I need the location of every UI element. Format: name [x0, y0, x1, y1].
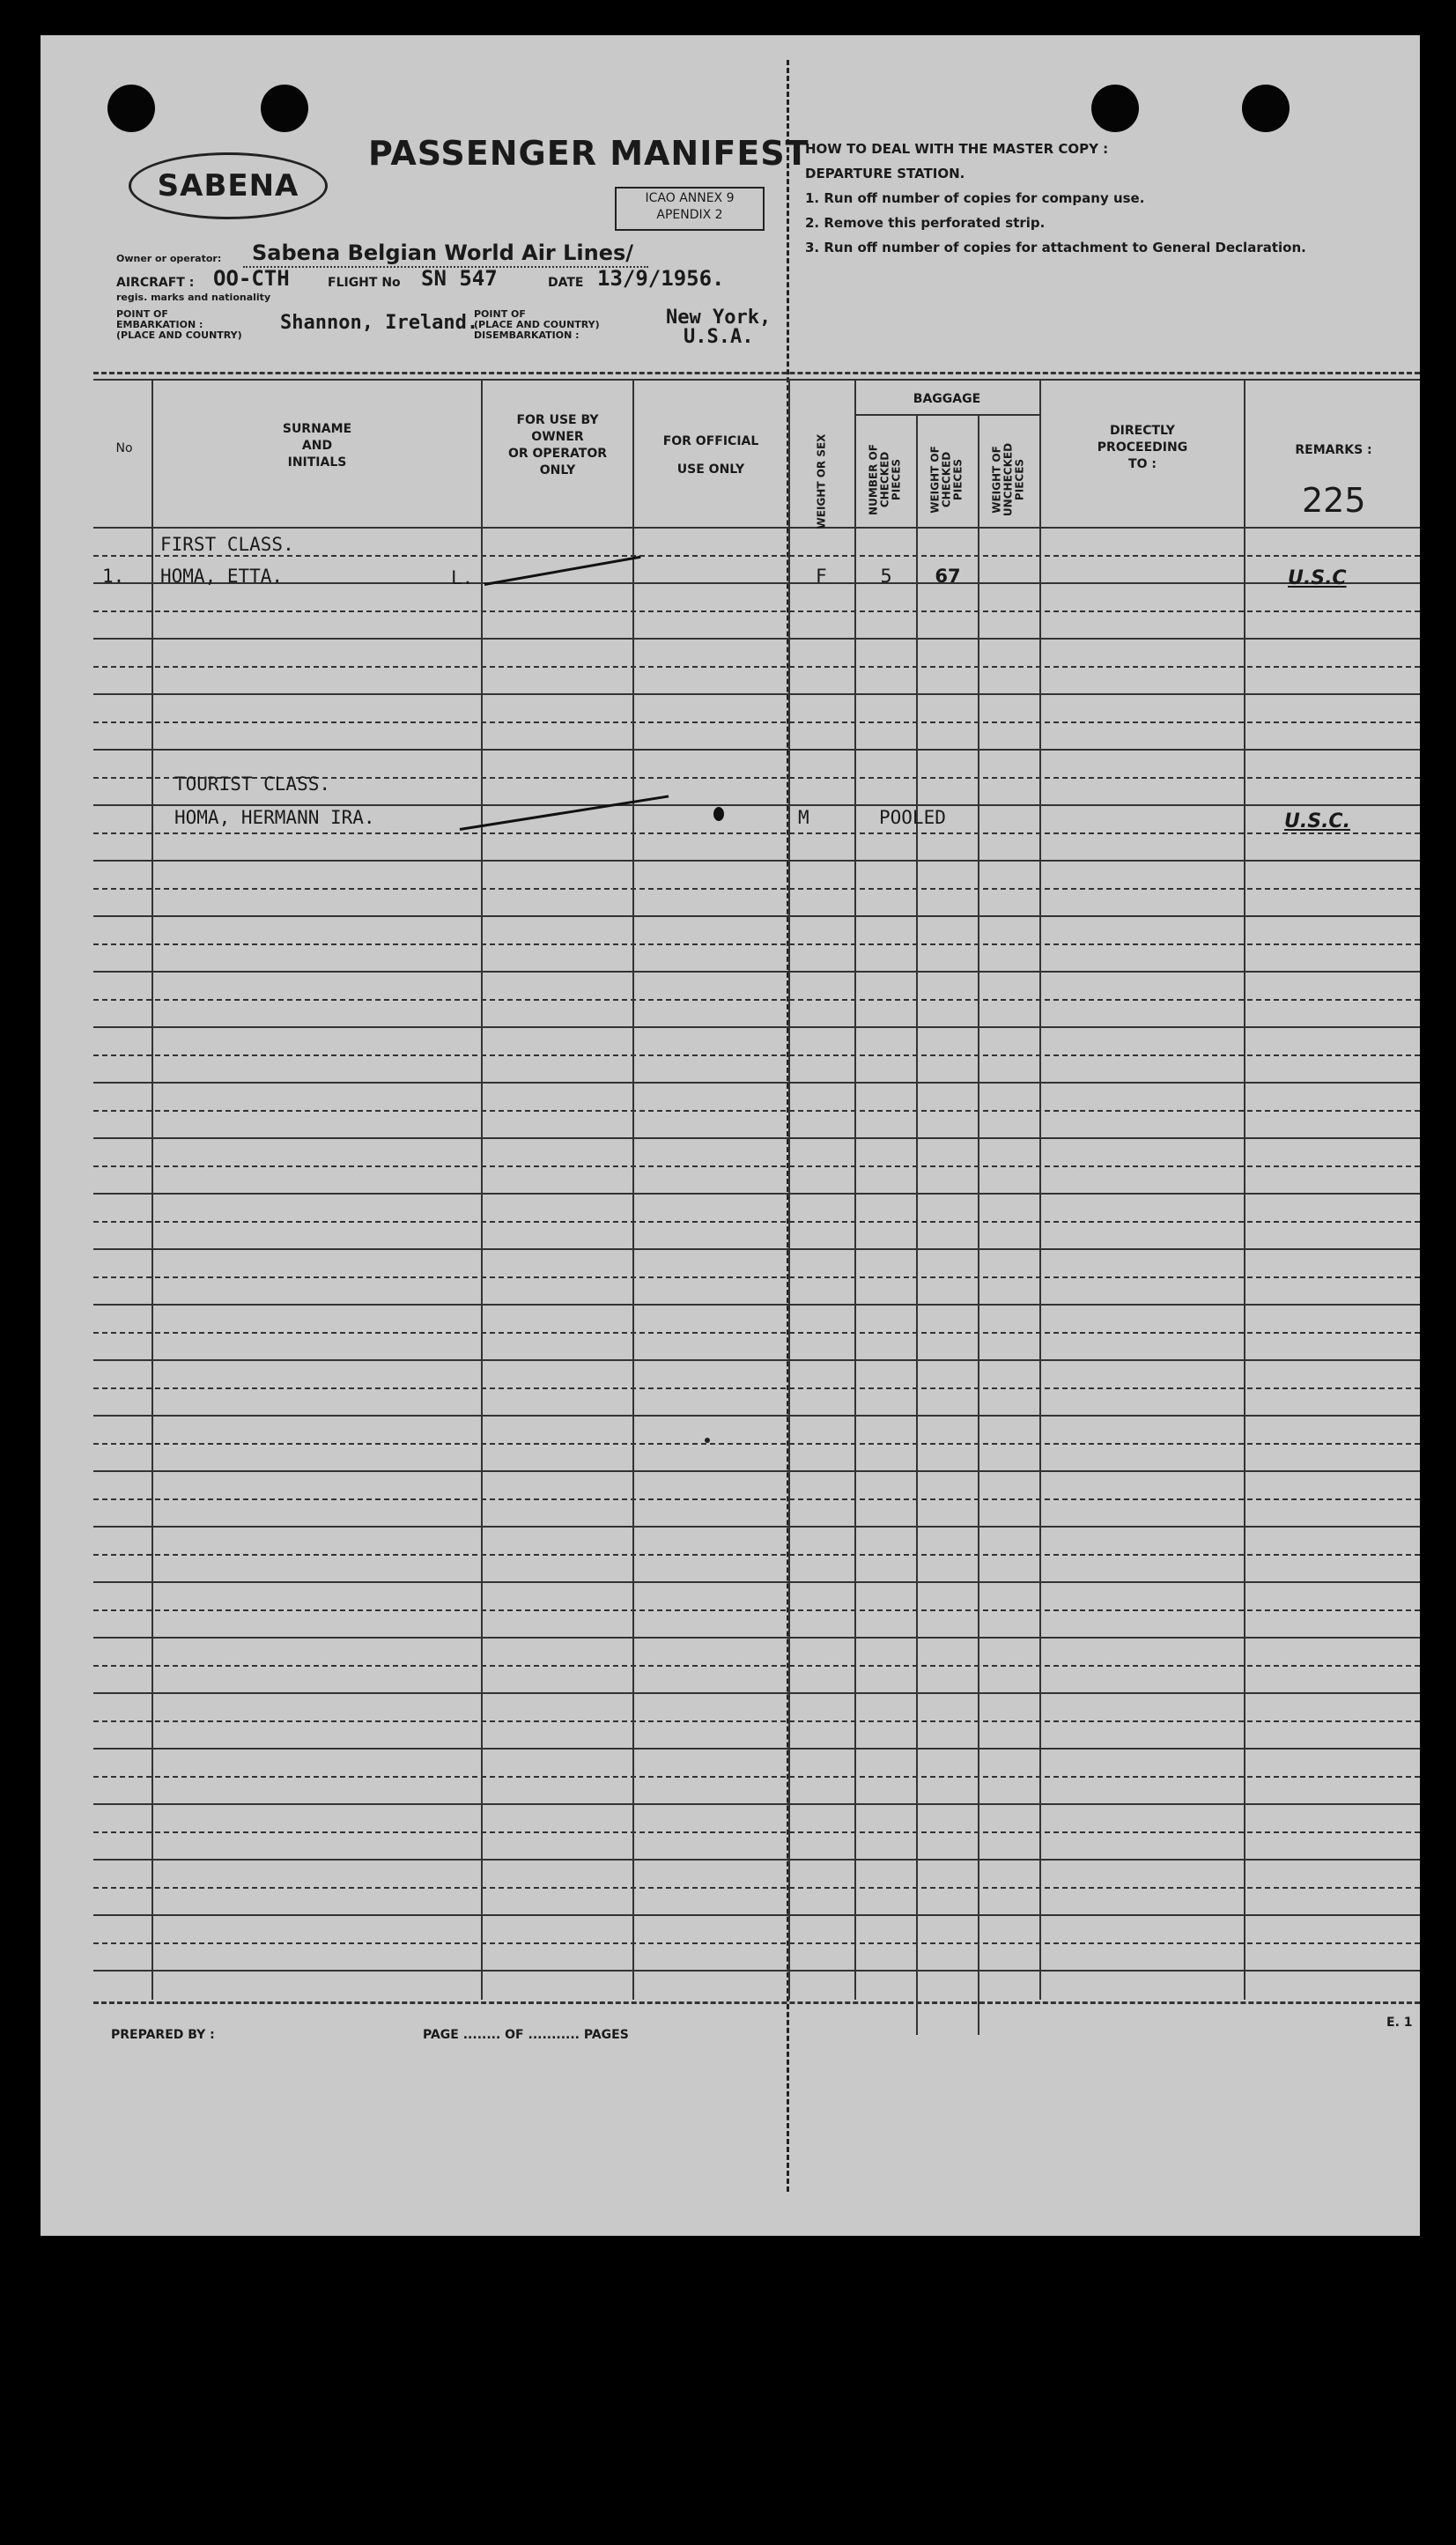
column-divider — [788, 379, 790, 2000]
icao-box — [615, 187, 765, 231]
table-rule — [93, 1637, 1420, 1639]
table-rule — [93, 971, 1420, 973]
table-rule — [93, 1026, 1420, 1028]
manifest-sheet — [41, 35, 1420, 2236]
col-checked-weight-2: CHECKED — [940, 451, 953, 508]
col-proceeding-1: DIRECTLY — [1110, 424, 1175, 438]
table-rule — [93, 1970, 1420, 1972]
col-official-use-2: USE ONLY — [676, 462, 745, 477]
table-rule — [93, 1942, 1420, 1944]
row-no: 1. — [102, 566, 125, 587]
col-unchecked-weight-1: WEIGHT OF — [990, 446, 1003, 514]
table-rule — [93, 1720, 1420, 1722]
col-surname-3: INITIALS — [287, 455, 347, 470]
col-remarks: REMARKS : — [1295, 443, 1372, 457]
page-title: PASSENGER MANIFEST — [368, 134, 809, 173]
punch-hole — [1091, 85, 1139, 132]
table-rule — [93, 527, 1420, 529]
col-official-use — [636, 427, 786, 484]
col-unchecked-weight-3: PIECES — [1013, 458, 1026, 501]
table-rule — [93, 1609, 1420, 1611]
baggage-rule — [854, 414, 1039, 416]
col-checked-pieces-3: PIECES — [890, 458, 903, 501]
owner-label: Owner or operator: — [116, 253, 222, 264]
disembark-label — [474, 309, 600, 341]
table-rule — [93, 1914, 1420, 1916]
row-pieces: 5 — [880, 566, 892, 587]
table-rule — [93, 1692, 1420, 1694]
table-rule — [93, 1470, 1420, 1472]
icao-line-1: ICAO ANNEX 9 — [645, 191, 735, 205]
table-rule — [93, 1221, 1420, 1223]
col-owner-use — [484, 412, 631, 479]
sabena-logo: SABENA — [129, 152, 328, 219]
disembark-label-2: (PLACE AND COUNTRY) — [474, 319, 600, 330]
col-surname — [155, 421, 479, 471]
col-checked-pieces-1: NUMBER OF — [867, 444, 880, 515]
table-rule — [93, 1193, 1420, 1195]
embark-label — [116, 309, 242, 341]
table-rule — [93, 1165, 1420, 1167]
col-owner-use-3: OR OPERATOR — [507, 447, 608, 461]
table-rule — [93, 1554, 1420, 1556]
embark-value: Shannon, Ireland. — [280, 312, 479, 334]
table-rule — [93, 1581, 1420, 1583]
col-unchecked-weight-2: UNCHECKED — [1001, 442, 1015, 517]
table-rule — [93, 1082, 1420, 1084]
table-rule — [93, 1359, 1420, 1361]
disembark-label-3: DISEMBARKATION : — [474, 329, 580, 341]
table-rule — [93, 749, 1420, 751]
table-rule — [93, 582, 1420, 584]
owner-use-strike — [460, 795, 669, 831]
table-rule — [93, 1276, 1420, 1278]
col-sex: WEIGHT OR SEX — [815, 433, 828, 529]
table-rule — [93, 1304, 1420, 1306]
embark-label-2: EMBARKATION : — [116, 319, 203, 330]
form-code: E. 1 — [1386, 2016, 1413, 2030]
page-count: PAGE ........ OF ........... PAGES — [423, 2028, 629, 2042]
section-tourist-class: TOURIST CLASS. — [174, 773, 331, 795]
column-divider — [1244, 379, 1245, 2000]
table-rule — [93, 1332, 1420, 1334]
table-rule — [93, 1887, 1420, 1889]
instruction-item: 1. Run off number of copies for company use. — [805, 190, 1145, 206]
section-first-class: FIRST CLASS. — [160, 534, 294, 555]
table-rule — [93, 1443, 1420, 1445]
aircraft-value: OO-CTH — [213, 266, 290, 291]
owner-use-strike — [484, 556, 641, 586]
punch-hole — [107, 85, 155, 132]
col-proceeding-3: TO : — [1128, 457, 1157, 471]
table-rule — [93, 610, 1420, 612]
table-rule — [93, 1776, 1420, 1778]
ink-mark — [713, 807, 724, 821]
punch-hole — [261, 85, 308, 132]
table-rule — [93, 999, 1420, 1001]
row-sex: F — [816, 566, 827, 587]
row-initial: L. — [451, 567, 474, 588]
flight-label: FLIGHT No — [328, 276, 401, 290]
col-official-use-1: FOR OFFICIAL — [662, 434, 759, 448]
owner-value: Sabena Belgian World Air Lines/ — [252, 240, 634, 265]
embark-label-3: (PLACE AND COUNTRY) — [116, 329, 242, 341]
table-rule — [93, 1110, 1420, 1112]
disembark-value-1: New York, — [666, 307, 772, 329]
col-proceeding-2: PROCEEDING — [1097, 440, 1188, 455]
table-bottom-rule — [93, 2001, 1420, 2004]
column-divider — [632, 379, 634, 2000]
table-top-rule — [93, 372, 1420, 374]
col-proceeding — [1043, 423, 1242, 473]
table-rule — [93, 666, 1420, 668]
table-rule — [93, 915, 1420, 917]
instructions-heading: HOW TO DEAL WITH THE MASTER COPY : — [805, 141, 1109, 157]
instructions — [805, 137, 1306, 260]
row-pieces: POOLED — [879, 807, 946, 828]
column-divider — [152, 379, 153, 2000]
row-name: HOMA, ETTA. — [160, 566, 284, 587]
row-remarks: U.S.C — [1288, 567, 1347, 589]
remarks-number: 225 — [1302, 481, 1366, 520]
row-remarks: U.S.C. — [1284, 810, 1350, 832]
table-rule — [93, 1054, 1420, 1056]
date-label: DATE — [548, 276, 584, 290]
col-checked-weight-1: WEIGHT OF — [928, 446, 942, 514]
table-rule — [93, 638, 1420, 640]
disembark-label-1: POINT OF — [474, 308, 526, 320]
table-rule — [93, 1748, 1420, 1750]
ink-mark — [705, 1438, 710, 1443]
col-checked-weight — [930, 436, 965, 524]
table-rule — [93, 888, 1420, 890]
table-rule — [93, 1665, 1420, 1667]
row-weight: 67 — [935, 566, 961, 587]
col-surname-2: AND — [301, 439, 333, 453]
flight-value: SN 547 — [421, 266, 498, 291]
table-rule — [93, 721, 1420, 723]
table-rule — [93, 832, 1420, 834]
col-unchecked-weight — [992, 436, 1026, 524]
col-checked-pieces — [868, 436, 903, 524]
table-top-rule-2 — [93, 379, 1420, 381]
col-no: No — [115, 441, 133, 455]
instruction-item: 3. Run off number of copies for attachment to General Declaration. — [805, 240, 1306, 255]
disembark-value-2: U.S.A. — [684, 326, 754, 348]
table-rule — [93, 1526, 1420, 1528]
col-checked-weight-3: PIECES — [951, 458, 965, 501]
date-value: 13/9/1956. — [597, 266, 725, 291]
col-owner-use-4: ONLY — [539, 463, 576, 477]
column-divider — [916, 414, 918, 2035]
punch-hole — [1242, 85, 1290, 132]
table-rule — [93, 1498, 1420, 1500]
table-rule — [93, 1415, 1420, 1417]
column-divider — [978, 414, 979, 2035]
col-surname-1: SURNAME — [282, 422, 352, 436]
table-rule — [93, 1803, 1420, 1805]
col-baggage: BAGGAGE — [913, 392, 981, 406]
table-rule — [93, 860, 1420, 862]
col-owner-use-1: FOR USE BY — [516, 413, 599, 427]
table-rule — [93, 1859, 1420, 1861]
col-checked-pieces-2: CHECKED — [878, 451, 891, 508]
column-divider — [1039, 379, 1041, 2000]
table-rule — [93, 1137, 1420, 1139]
table-rule — [93, 693, 1420, 695]
table-rule — [93, 1831, 1420, 1833]
table-rule — [93, 943, 1420, 945]
instructions-subheading: DEPARTURE STATION. — [805, 166, 965, 181]
embark-label-1: POINT OF — [116, 308, 168, 320]
col-owner-use-2: OWNER — [531, 430, 584, 444]
aircraft-label: AIRCRAFT : — [116, 276, 195, 290]
instruction-item: 2. Remove this perforated strip. — [805, 215, 1046, 231]
row-sex: M — [798, 807, 809, 828]
row-name: HOMA, HERMANN IRA. — [174, 807, 375, 828]
column-divider — [481, 379, 483, 2000]
table-rule — [93, 555, 1420, 557]
column-divider — [854, 379, 856, 2000]
regis-label: regis. marks and nationality — [116, 292, 271, 303]
icao-line-2: APENDIX 2 — [656, 208, 723, 222]
table-rule — [93, 804, 1420, 806]
table-rule — [93, 1248, 1420, 1250]
prepared-by: PREPARED BY : — [111, 2028, 215, 2042]
table-rule — [93, 1387, 1420, 1389]
